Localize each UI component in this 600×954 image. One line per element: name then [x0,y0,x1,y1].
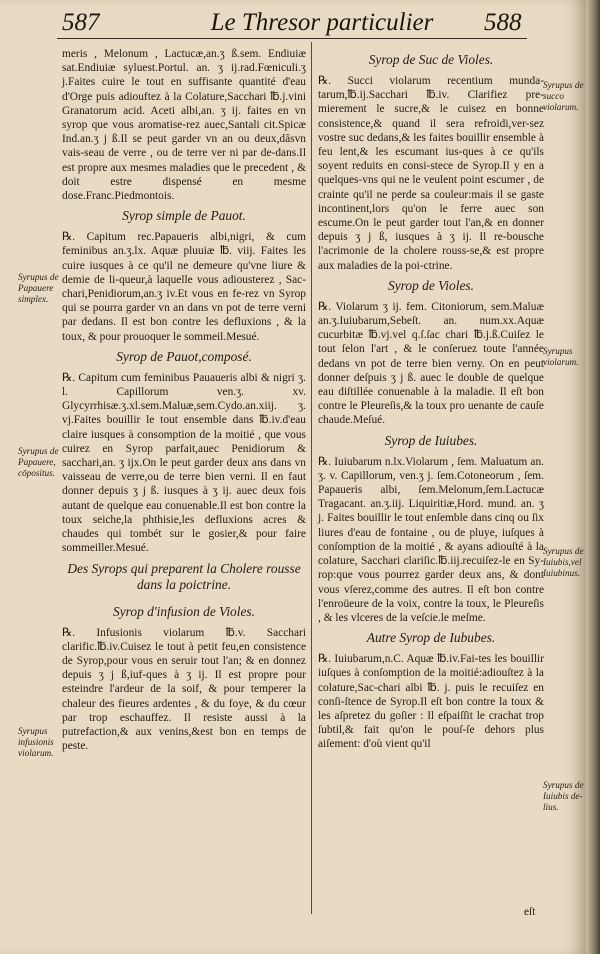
paragraph-syrop-violes: ℞. Violarum ʒ ij. fem. Citoniorum, sem.Maluæ an.ʒ.Iuiubarum,Sebeſt. an. num.xx.Aquæ cucurbitæ ℔.vj.vel q.ſ.ſac chari ℔.j.ß.Cuiſez le tout ſelon l'art , & le conſeruez toute l'année dedans vn pot de terre bien verny. On en peut donner deſpuis ʒ j ß. auec le double de quelque eau diſtillée conuenable à la maladie. Il eſt bon contre le Pleureſis,& la toux pro uenante de cauſe chaude.Meſué. [318,300,544,427]
margin-note: Syrupus violarum. [543,346,579,367]
margin-note: Syrupus de Iuiubis de-lius. [543,780,584,812]
catchword: eſt [524,906,536,918]
margin-note: Syrupus infusionis violarum. [18,726,54,758]
heading-syrop-infusion-violes: Syrop d'infusion de Violes. [113,603,255,619]
paragraph-syrop-suc-violes: ℞. Succi violarum recentium munda-tarum,℔.ij.Sacchari ℔.iv. Clarifiez pre-mierement le sucre,& le cuisez en bonne consistence,& quand il sera refroidi,ver-sez vostre suc dedans,& les faites bouillir ensemble à feu lent,& les escumant ius-ques à ce qu'ils soyent reduits en consi-stece de Syrop.Il y en a quelques-vns qui ne le veulent point escumer , de crainte qu'il ne perde sa couleur:mais il se gaste incontinent,lors qu'on le ferre auec son escume.On le peut garder tout l'an,& en donner depuis ʒ j ß, iusques à ʒ ij. Il re-bousche l'acrimonie de la cholere rouss-se,& est propre aux maladies de la poi-ctrine. [318,75,544,272]
heading-autre-syrop-iububes: Autre Syrop de Iububes. [366,630,496,646]
page-edge [586,0,600,954]
margin-note: Syrupus de succo violarum. [543,80,584,112]
paragraph-syrop-pauot-compose: ℞. Capitum cum feminibus Pauaueris albi & nigri ʒ. l. Capillorum ven.ʒ. xv. Glycyrrhisæ.ʒ.xl.sem.Maluæ,sem.Cydo.an.xiij. ʒ. vj.Faites bouillir le tout ensemble dans ℔.iv.d'eau claire iusques à consomption de la moitié , que vous cuirez en Syrop parfait,auec Penidiorum & sacchari,an. ʒ ijx.On le peut garder deux ans dans vn vaisseau de verre,ou de terre bien verni. Il en faut donner depuis ʒ j ß. iusques à ʒ ij. auec deux fois autant de quelque eau conuenable.Il est bon contre la toux seiche,la phthisie,les defluxions acres & chaudes qui tombét sur le gosier,& pour faire sommeiller.Mesué. [62,371,306,555]
paragraph-syrop-infusion-violes: ℞. Infusionis violarum ℔.v. Sacchari clarific.℔.iv.Cuisez le tout à petit feu,en consistence de Syrop,pour vous en seruir tout l'an; & en donnez depuis ʒ j ß,iuf-ques à ʒ ij. Il est propre pour esteindre l'ardeur de la soif, & pour temperer la chaleur des fieures ardentes , & du foye, & du cœur par trop eschauffez. Il resiste aussi à la putrefaction,& aux venins,&est bon en temps de peste. [62,626,306,753]
running-title: Le Thresor particulier [210,9,434,36]
left-column [62,47,306,753]
left-page-number: 587 [62,9,100,36]
paragraph-syrop-iuiubes: ℞. Iuiubarum n.lx.Violarum , ſem. Maluatum an. ʒ. v. Capillorum, ven.ʒ j. ſem.Cotoneorum , ſem. Papaueris albi, ſem.Melonum,ſem.Lactucæ Tragacant. an.ʒ.iij. Liquiritiæ,Hord. mund. an. ʒ j. Faites bouillir le tout enſemble dans cinq ou ſix liures d'eau de fontaine , ou de pluye, iuſques à conſomption de la moitié , & ayans adiouſté à la colature, Sacchari clariſic.℔.iij.recuiſez-le en Sy-rop:que vous pourrez garder deux ans, & dont vous vſerez,comme des autres. Il eſt bon contre l'enroüeure de la voix, contre la toux, le Pleureſis , & les vlceres de la veſcie.le meſme. [318,455,544,624]
column-divider [311,42,312,914]
paragraph-autre-syrop-iububes: ℞. Iuiubarum,n.C. Aquæ ℔.iv.Fai-tes les bouillir iuſques à conſomption de la moitié:adiouſtez à la colature,Sac-chari albi ℔. j. puis le recuiſez en conſi-ſtence de Syrop.Il eſt bon contre la toux & les aſpretez du goſier : Il eſpaiſſit le crachat trop ſubtil,& fait qu'on le pouſ-ſe dehors plus aiſement: d'où vient qu'il [318,653,544,751]
heading-syrop-pauot-compose: Syrop de Pauot,composé. [116,348,252,364]
heading-syrop-iuiubes: Syrop de Iuiubes. [384,432,478,448]
heading-syrop-suc-violes: Syrop de Suc de Violes. [368,52,494,67]
right-page-number: 588 [484,9,522,36]
header-rule [57,38,527,39]
margin-note: Syrupus de Iuiubis,vel Iuiubinus. [543,546,584,578]
paragraph-syrop-simple-pauot: ℞. Capitum rec.Papaueris albi,nigri, & cum feminibus an.ʒ.lx. Aquæ pluuiæ ℔. viij. Faites les cuire iusques à ce qu'il ne demeure qu'vne liure & demie de li-queur,à laquelle vous adiousterez , Sac-chari,Penidiorum,an.ʒ iv.Et vous en fe-rez vn Syrop qui se pourra garder vn an dans vn pot de terre verni par dedans. Il est bon contre les defluxions , & la toux, & pour prouoquer le sommeil.Mesué. [62,231,306,343]
heading-syrop-simple-pauot: Syrop simple de Pauot. [122,208,246,224]
heading-syrop-violes: Syrop de Violes. [388,277,474,293]
right-column [318,47,544,752]
paragraph-continuation: meris , Melonum , Lactucæ,an.ʒ ß.sem. Endiuiæ sat.Endiuiæ syluest.Portul. an. ʒ ij.rad.Fœniculi.ʒ j.Faites cuire le tout en suffisante quantité d'eau d'Orge puis adiouftez à la Colature,Sacchari ℔.j.vini Granatorum acid. Aceti albi,an. ʒ ij. faites en vn syrop que vous aromatise-rez auec,Santali cit.Spicæ Ind.an.ʒ j ß.Il se peut garder vn an ou deux,dâsvn vais-seau de verre , ou de terre ver ni par de-dans.Il est propre aux mesmes maladies que le precedent , & doit estre dispensé en mesme dose.Franc.Piedmontois. [62,48,306,203]
heading-section-cholere: Des Syrops qui preparent la Cholere rousse dans la poictrine. [67,560,301,592]
margin-note: Syrupus de Papauere simplex. [18,272,59,304]
margin-note: Syrupus de Papauere, cōpositus. [18,446,59,478]
